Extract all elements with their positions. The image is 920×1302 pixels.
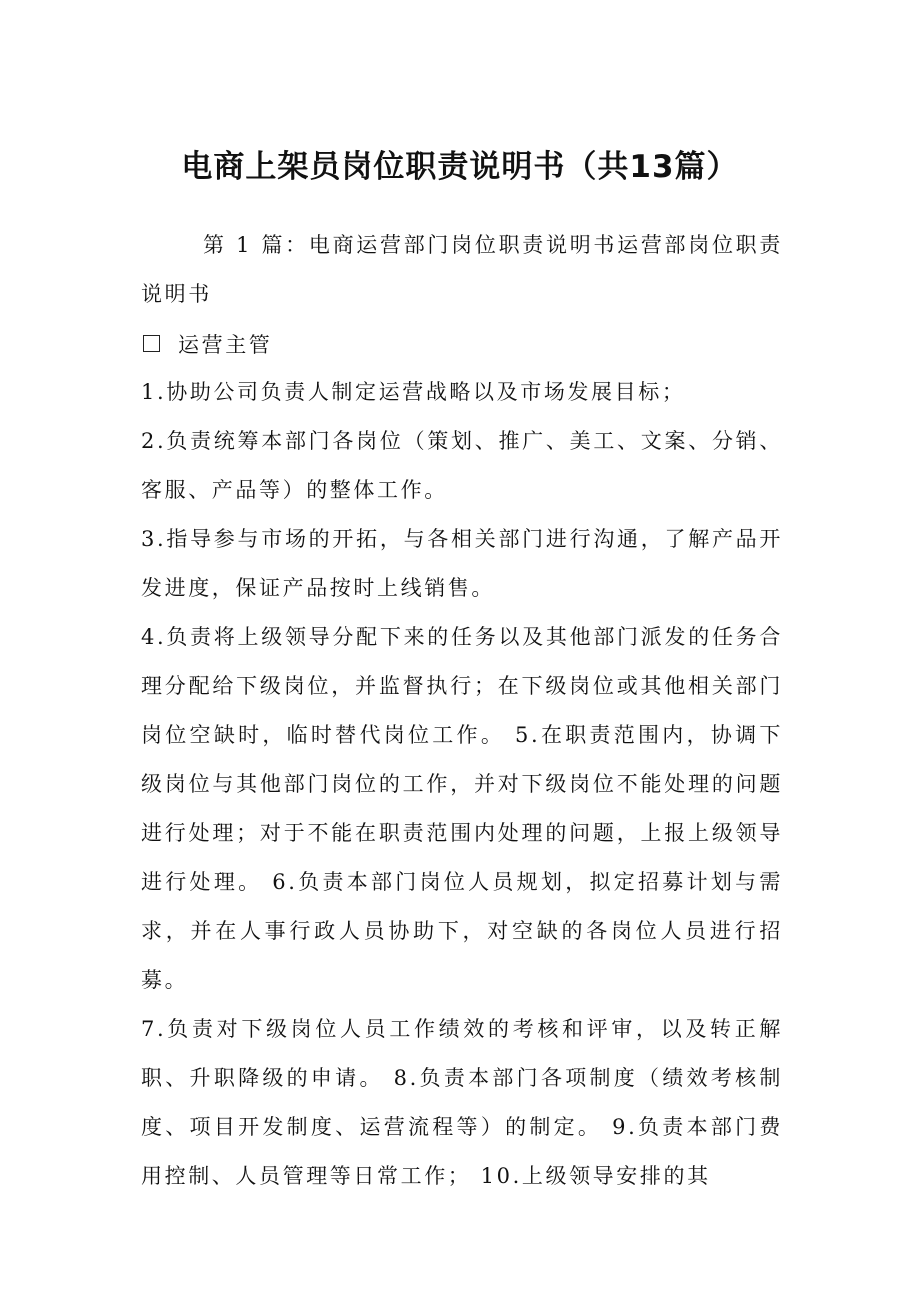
paragraph-1: 1.协助公司负责人制定运营战略以及市场发展目标；: [141, 380, 686, 404]
checkbox-icon: [143, 335, 160, 352]
section-heading: 运营主管: [178, 332, 273, 357]
document-body: [141, 221, 783, 1201]
document-title: 电商上架员岗位职责说明书（共13篇）: [181, 149, 739, 185]
paragraph-3: 3.指导参与市场的开拓，与各相关部门进行沟通，了解产品开发进度，保证产品按时上线销售。: [141, 527, 783, 600]
intro-paragraph: 第 1 篇：电商运营部门岗位职责说明书运营部岗位职责说明书: [141, 233, 783, 306]
paragraph-4: 4.负责将上级领导分配下来的任务以及其他部门派发的任务合理分配给下级岗位，并监督执行；在下级岗位或其他相关部门岗位空缺时，临时替代岗位工作。 5.在职责范围内，协调下级岗位与其他部门岗位的工作，并对下级岗位不能处理的问题进行处理；对于不能在职责范围内处理的问题，上报上级领导进行处理。 6.负责本部门岗位人员规划，拟定招募计划与需求，并在人事行政人员协助下，对空缺的各岗位人员进行招募。: [141, 625, 783, 992]
paragraph-2: 2.负责统筹本部门各岗位（策划、推广、美工、文案、分销、客服、产品等）的整体工作。: [141, 429, 783, 502]
section-heading-row: [141, 319, 783, 368]
paragraph-5: 7.负责对下级岗位人员工作绩效的考核和评审，以及转正解职、升职降级的申请。 8.负责本部门各项制度（绩效考核制度、项目开发制度、运营流程等）的制定。 9.负责本部门费用控制、人员管理等日常工作； 10.上级领导安排的其: [141, 1017, 783, 1188]
